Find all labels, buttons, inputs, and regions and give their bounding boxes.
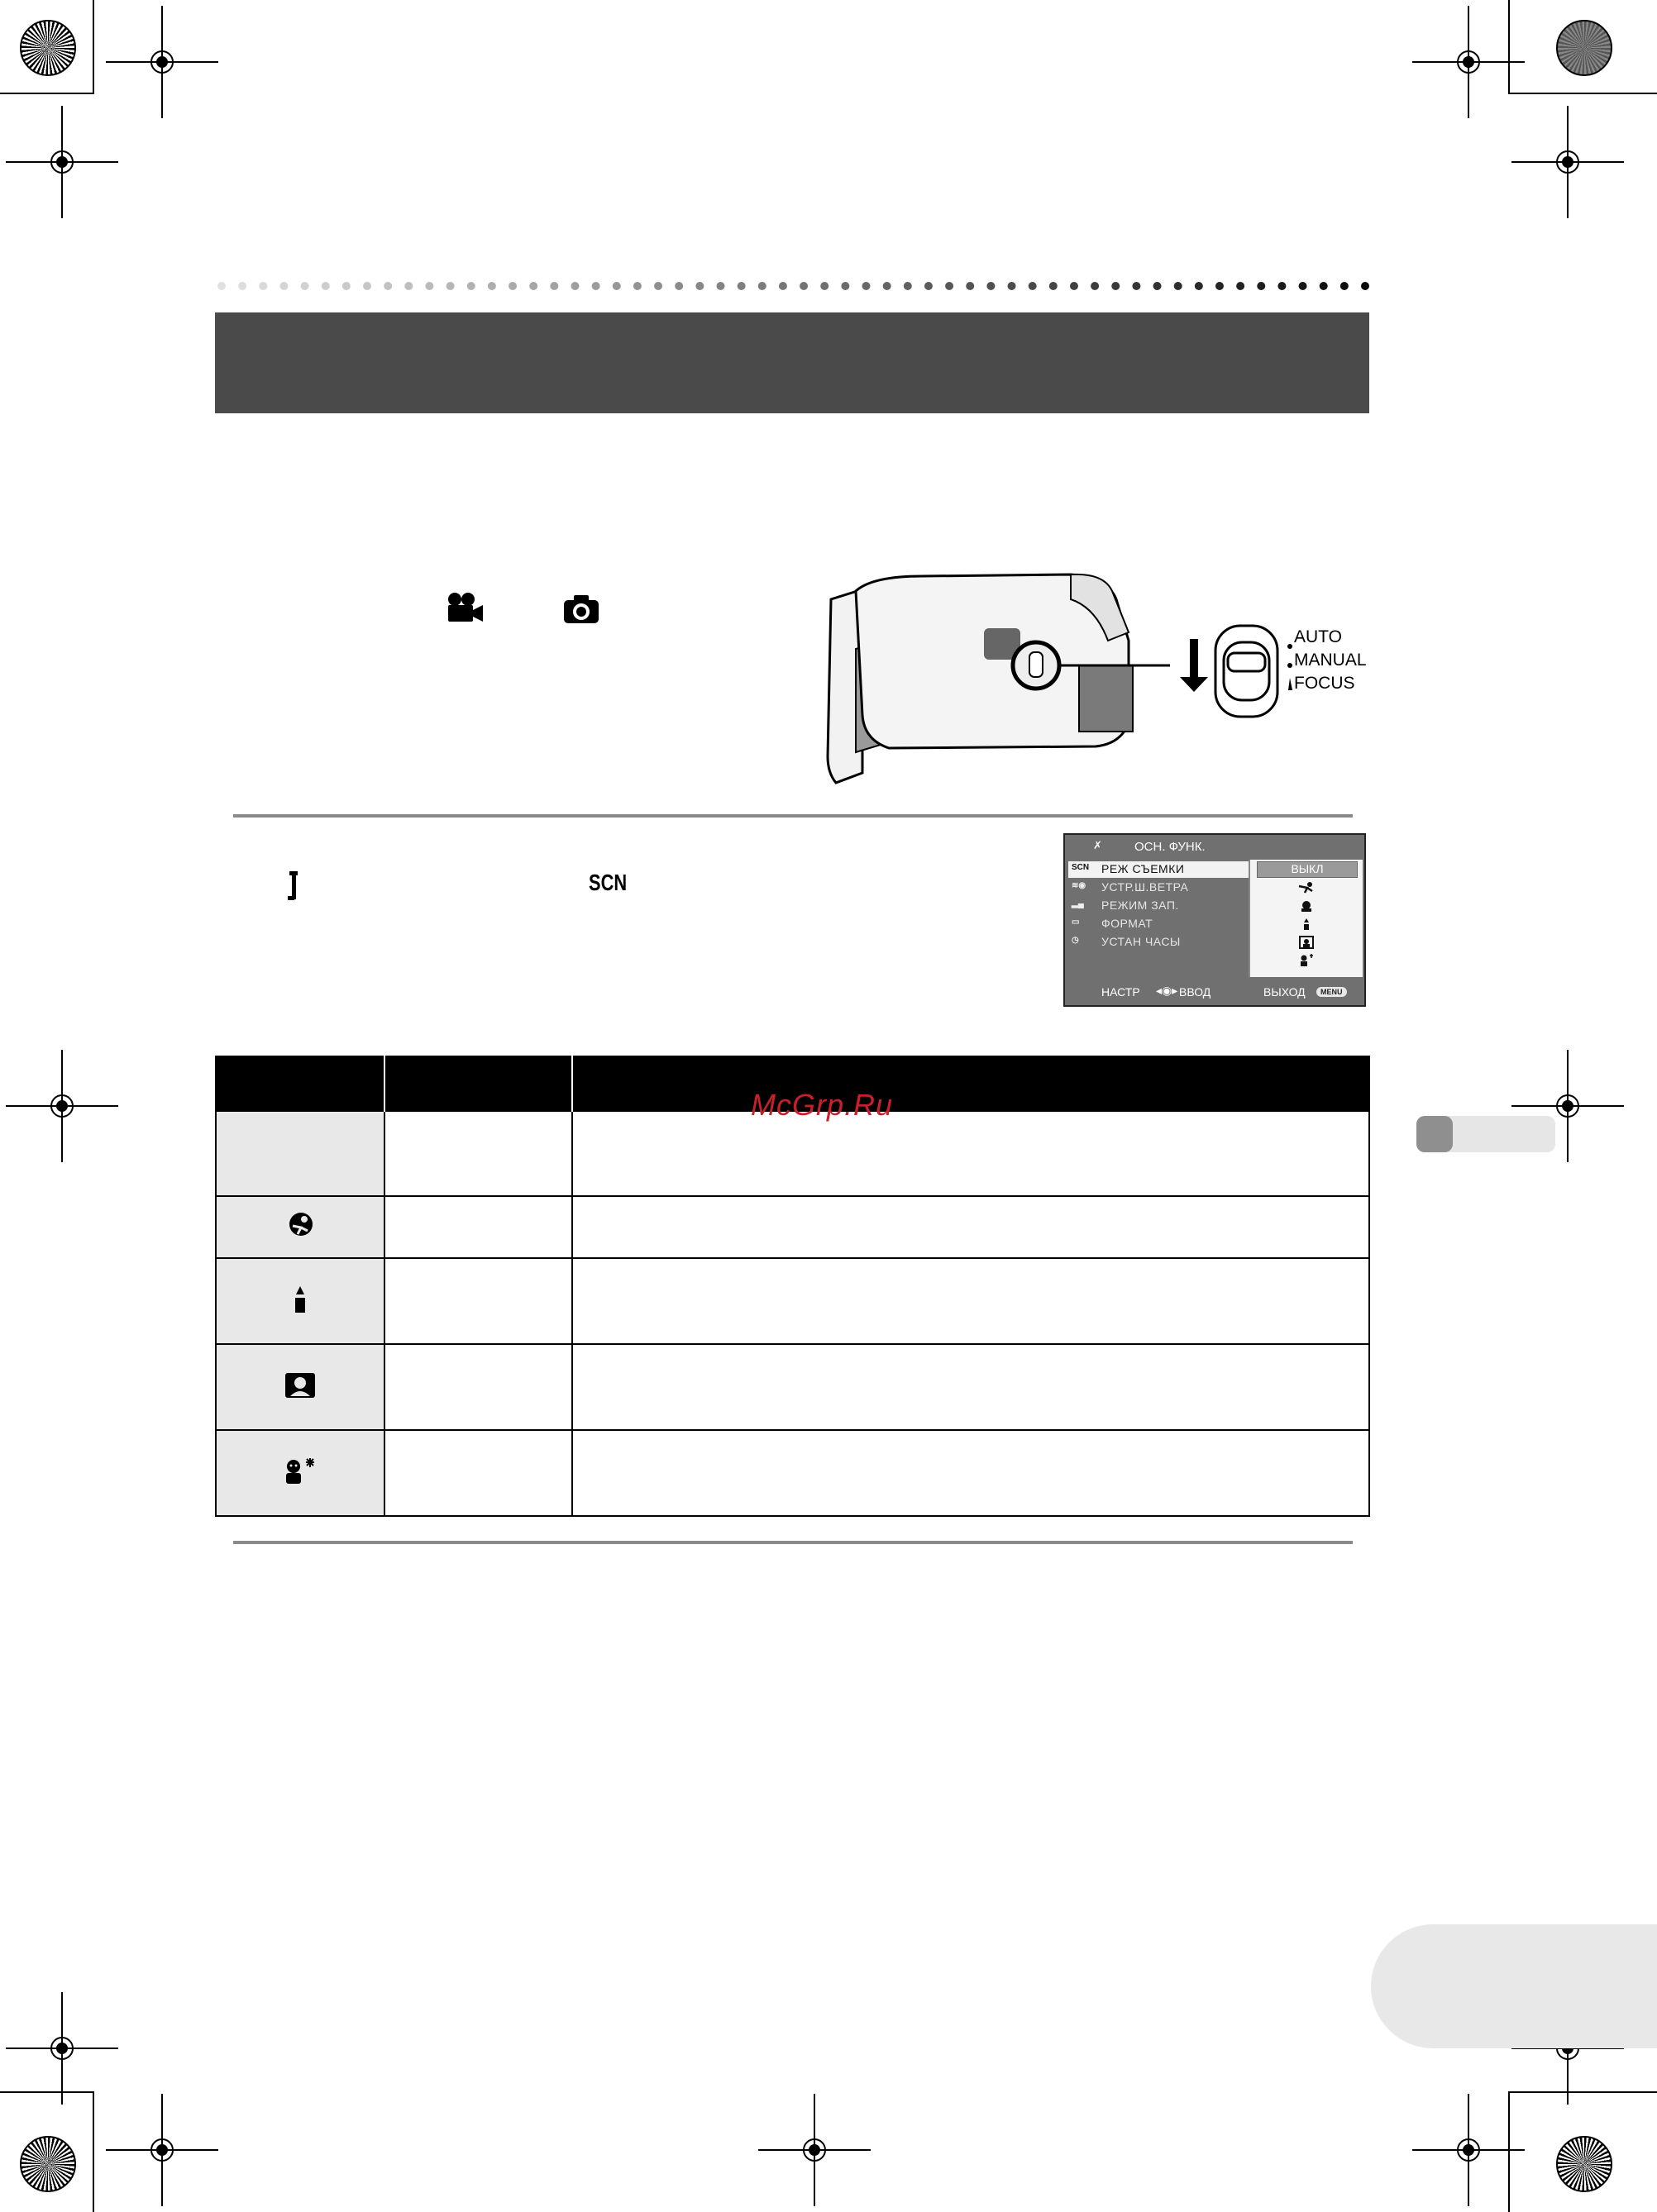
menu-item[interactable]: [1068, 934, 1252, 951]
surf-snow-sub-icon[interactable]: [1257, 936, 1356, 951]
focus-switch-labels: [1294, 626, 1367, 695]
rule-dot: [1361, 282, 1369, 290]
color-rosette-top-right: [1556, 20, 1612, 76]
submenu-option-off[interactable]: ВЫКЛ: [1257, 861, 1358, 878]
section-title-band: [215, 312, 1369, 413]
page-number-oval: [1371, 1924, 1657, 2048]
rule-dot: [550, 282, 558, 290]
registration-mark: [1445, 39, 1492, 85]
rule-dot: [675, 282, 683, 290]
table-icon-cell: [216, 1111, 384, 1196]
menu-item[interactable]: [1068, 898, 1252, 914]
rule-dot: [758, 282, 766, 290]
menu-item-label: УСТАН ЧАСЫ: [1101, 935, 1181, 948]
table-row: [216, 1258, 1369, 1344]
crop-line: [1508, 2091, 1510, 2212]
rule-dot: [488, 282, 496, 290]
rule-dot: [904, 282, 912, 290]
rule-dot: [738, 282, 746, 290]
rule-dot: [301, 282, 309, 290]
still-camera-icon: [562, 594, 600, 629]
scn-menu-icon: SCN: [1072, 863, 1090, 872]
rule-dot: [592, 282, 600, 290]
menu-title: ОСН. ФУНК.: [1134, 840, 1206, 854]
table-cell: [572, 1430, 1369, 1516]
rule-dot: [238, 282, 246, 290]
rule-dot: [259, 282, 267, 290]
rule-dot: [924, 282, 933, 290]
rule-dot: [654, 282, 662, 290]
table-cell: [384, 1258, 572, 1344]
rule-dot: [571, 282, 579, 290]
menu-header: [1065, 838, 1364, 856]
sports-icon: [286, 1228, 314, 1242]
rule-dot: [384, 282, 392, 290]
rule-dot: [425, 282, 433, 290]
crop-line: [1508, 93, 1657, 94]
spotlight-sub-icon[interactable]: [1257, 918, 1356, 932]
rule-dot: [1299, 282, 1307, 290]
menu-screenshot: [1063, 833, 1366, 1007]
spotlight-icon: [292, 1304, 308, 1318]
focus-label: FOCUS: [1294, 674, 1355, 693]
wind-cut-icon: ≋◉: [1072, 881, 1086, 890]
rule-dot: [1049, 282, 1058, 290]
clock-icon: ◷: [1072, 936, 1079, 945]
table-cell: [572, 1196, 1369, 1258]
table-cell: [384, 1196, 572, 1258]
rule-dot: [716, 282, 724, 290]
table-header-cell: [572, 1056, 1369, 1111]
rule-dot: [509, 282, 517, 290]
crop-line: [93, 2091, 94, 2212]
table-cell: [572, 1111, 1369, 1196]
camcorder-illustration: [823, 566, 1368, 789]
rule-dot: [862, 282, 871, 290]
sports-icon[interactable]: [1257, 881, 1356, 896]
table-icon-cell: [216, 1344, 384, 1430]
rule-dot: [1257, 282, 1265, 290]
table-row: [216, 1344, 1369, 1430]
crop-line: [0, 93, 93, 94]
rule-dot: [695, 282, 704, 290]
dotted-rule: [217, 281, 1370, 291]
snow-sub-icon[interactable]: [1257, 954, 1356, 969]
rule-dot: [322, 282, 330, 290]
menu-button-icon: MENU: [1316, 987, 1347, 997]
watermark: McGrp.Ru: [751, 1088, 894, 1122]
aspect-icon: ▭: [1072, 918, 1080, 927]
registration-mark: [139, 39, 185, 85]
registration-mark: [791, 2127, 838, 2173]
rule-dot: [1008, 282, 1016, 290]
rule-dot: [1132, 282, 1140, 290]
scn-icon: SCN: [589, 870, 628, 895]
table-icon-cell: [216, 1196, 384, 1258]
rule-dot: [1029, 282, 1037, 290]
rule-dot: [279, 282, 288, 290]
menu-item-label: РЕЖ СЪЕМКИ: [1101, 862, 1185, 875]
registration-mark: [139, 2127, 185, 2173]
rule-dot: [1340, 282, 1349, 290]
snow-icon: [283, 1475, 318, 1489]
rule-dot: [800, 282, 808, 290]
color-rosette-bottom-left: [20, 2136, 76, 2192]
scene-mode-table: [215, 1056, 1370, 1517]
menu-item[interactable]: [1068, 861, 1252, 878]
rule-dot: [1091, 282, 1099, 290]
rule-dot: [217, 282, 226, 290]
table-header-cell: [216, 1056, 384, 1111]
table-row: [216, 1196, 1369, 1258]
crop-line: [1508, 0, 1510, 94]
footer-exit-label: ВЫХОД: [1263, 985, 1306, 999]
menu-item-label: ФОРМАТ: [1101, 917, 1153, 930]
auto-label: AUTO: [1294, 627, 1342, 646]
portrait-sub-icon[interactable]: [1257, 899, 1356, 914]
table-cell: [572, 1258, 1369, 1344]
joystick-nav-icon: ◂◉▸: [1156, 984, 1178, 997]
rule-dot: [1320, 282, 1328, 290]
rule-dot: [467, 282, 475, 290]
registration-mark: [1445, 2127, 1492, 2173]
footer-enter-label: ВВОД: [1179, 985, 1211, 999]
rule-dot: [1236, 282, 1244, 290]
submenu: [1249, 860, 1363, 977]
registration-mark: [1545, 139, 1591, 185]
wrench-icon: ✗: [1093, 839, 1102, 851]
crop-line: [93, 0, 94, 94]
rule-dot: [1174, 282, 1182, 290]
rule-dot: [820, 282, 828, 290]
section-divider: [233, 814, 1353, 818]
rule-dot: [945, 282, 953, 290]
menu-item[interactable]: [1068, 880, 1252, 896]
table-header-cell: [384, 1056, 572, 1111]
crop-line: [1508, 2091, 1657, 2093]
table-icon-cell: [216, 1258, 384, 1344]
rule-dot: [841, 282, 849, 290]
menu-item-label: УСТР.Ш.ВЕТРА: [1101, 880, 1189, 894]
movie-camera-icon: [446, 592, 485, 629]
menu-item[interactable]: [1068, 916, 1252, 932]
registration-mark: [39, 2025, 85, 2071]
chapter-tab: [1416, 1116, 1555, 1152]
table-cell: [384, 1430, 572, 1516]
rule-dot: [1070, 282, 1078, 290]
rule-dot: [883, 282, 891, 290]
table-row: [216, 1430, 1369, 1516]
rule-dot: [613, 282, 621, 290]
registration-mark: [39, 1083, 85, 1129]
crop-line: [0, 2091, 93, 2093]
rule-dot: [779, 282, 787, 290]
rule-dot: [1111, 282, 1120, 290]
table-cell: [384, 1344, 572, 1430]
chapter-tab-marker: [1416, 1116, 1453, 1152]
footer-setup-label: НАСТР: [1101, 985, 1140, 999]
rule-dot: [966, 282, 974, 290]
joystick-icon: [288, 870, 299, 907]
rule-dot: [1195, 282, 1203, 290]
table-row: [216, 1111, 1369, 1196]
rule-dot: [1215, 282, 1224, 290]
rule-dot: [342, 282, 351, 290]
rule-dot: [986, 282, 995, 290]
rec-mode-icon: ▂▄: [1072, 899, 1084, 908]
menu-footer: [1065, 984, 1364, 1002]
menu-item-label: РЕЖИМ ЗАП.: [1101, 899, 1179, 912]
rule-dot: [1153, 282, 1162, 290]
section-divider: [233, 1541, 1353, 1544]
table-icon-cell: [216, 1430, 384, 1516]
portrait-icon: [284, 1389, 317, 1403]
rule-dot: [363, 282, 371, 290]
rule-dot: [633, 282, 642, 290]
registration-mark: [39, 139, 85, 185]
table-cell: [572, 1344, 1369, 1430]
color-rosette-top-left: [20, 20, 76, 76]
manual-label: MANUAL: [1294, 651, 1367, 670]
rule-dot: [446, 282, 455, 290]
rule-dot: [529, 282, 537, 290]
table-cell: [384, 1111, 572, 1196]
color-rosette-bottom-right: [1556, 2136, 1612, 2192]
rule-dot: [404, 282, 413, 290]
rule-dot: [1277, 282, 1286, 290]
